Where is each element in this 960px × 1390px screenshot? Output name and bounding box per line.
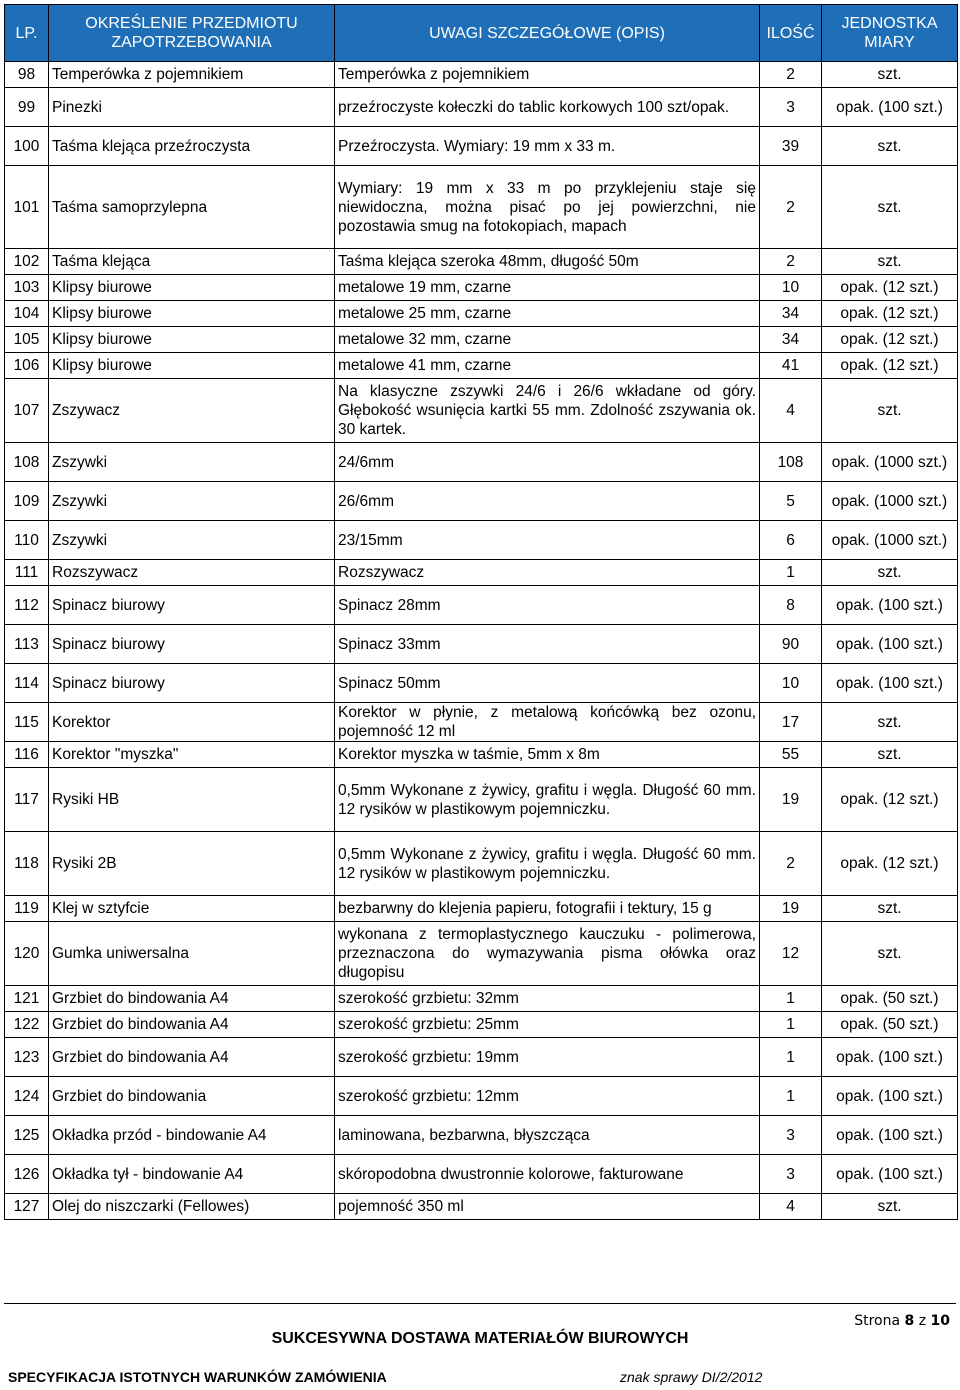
- header-lp: LP.: [5, 5, 49, 62]
- row-unit: opak. (12 szt.): [822, 768, 958, 832]
- row-lp: 105: [5, 327, 49, 353]
- table-row: [5, 742, 958, 768]
- row-unit: opak. (100 szt.): [822, 586, 958, 625]
- header-details: UWAGI SZCZEGÓŁOWE (OPIS): [335, 5, 760, 62]
- table-row: [5, 275, 958, 301]
- specification-table: [4, 4, 958, 1220]
- row-lp: 123: [5, 1038, 49, 1077]
- table-row: [5, 703, 958, 742]
- row-description: szerokość grzbietu: 19mm: [335, 1038, 760, 1077]
- page-label: Strona: [854, 1313, 901, 1329]
- row-lp: 107: [5, 379, 49, 443]
- row-name: Korektor "myszka": [49, 742, 335, 768]
- row-lp: 104: [5, 301, 49, 327]
- table-row: [5, 1077, 958, 1116]
- table-row: [5, 768, 958, 832]
- row-description: Spinacz 33mm: [335, 625, 760, 664]
- header-unit: JEDNOSTKA MIARY: [822, 5, 958, 62]
- row-name: Spinacz biurowy: [49, 664, 335, 703]
- row-lp: 102: [5, 249, 49, 275]
- row-name: Spinacz biurowy: [49, 586, 335, 625]
- row-quantity: 19: [760, 896, 822, 922]
- row-unit: szt.: [822, 560, 958, 586]
- row-unit: szt.: [822, 166, 958, 249]
- row-lp: 121: [5, 986, 49, 1012]
- table-row: [5, 1155, 958, 1194]
- table-row: [5, 560, 958, 586]
- row-unit: opak. (50 szt.): [822, 986, 958, 1012]
- row-name: Klej w sztyfcie: [49, 896, 335, 922]
- row-lp: 125: [5, 1116, 49, 1155]
- row-quantity: 5: [760, 482, 822, 521]
- page-current: 8: [904, 1313, 915, 1329]
- row-name: Zszywki: [49, 482, 335, 521]
- table-row: [5, 249, 958, 275]
- row-name: Grzbiet do bindowania A4: [49, 986, 335, 1012]
- row-name: Zszywki: [49, 521, 335, 560]
- footer-case-number: znak sprawy DI/2/2012: [620, 1369, 763, 1385]
- table-row: [5, 379, 958, 443]
- row-lp: 101: [5, 166, 49, 249]
- row-description: Spinacz 50mm: [335, 664, 760, 703]
- row-name: Zszywacz: [49, 379, 335, 443]
- row-description: Rozszywacz: [335, 560, 760, 586]
- row-unit: szt.: [822, 922, 958, 986]
- footer-title: SUKCESYWNA DOSTAWA MATERIAŁÓW BIUROWYCH: [271, 1330, 689, 1347]
- row-description: szerokość grzbietu: 32mm: [335, 986, 760, 1012]
- row-lp: 103: [5, 275, 49, 301]
- row-name: Zszywki: [49, 443, 335, 482]
- row-description: metalowe 32 mm, czarne: [335, 327, 760, 353]
- row-lp: 115: [5, 703, 49, 742]
- table-row: [5, 1116, 958, 1155]
- row-lp: 127: [5, 1194, 49, 1220]
- row-unit: opak. (12 szt.): [822, 353, 958, 379]
- header-subject: OKREŚLENIE PRZEDMIOTU ZAPOTRZEBOWANIA: [49, 5, 335, 62]
- row-quantity: 2: [760, 62, 822, 88]
- row-quantity: 10: [760, 664, 822, 703]
- row-lp: 100: [5, 127, 49, 166]
- row-quantity: 10: [760, 275, 822, 301]
- row-lp: 122: [5, 1012, 49, 1038]
- row-unit: opak. (12 szt.): [822, 275, 958, 301]
- row-name: Taśma klejąca przeźroczysta: [49, 127, 335, 166]
- table-row: [5, 1194, 958, 1220]
- table-row: [5, 521, 958, 560]
- row-description: Temperówka z pojemnikiem: [335, 62, 760, 88]
- row-quantity: 8: [760, 586, 822, 625]
- row-unit: szt.: [822, 1194, 958, 1220]
- row-name: Rysiki HB: [49, 768, 335, 832]
- row-name: Gumka uniwersalna: [49, 922, 335, 986]
- row-unit: opak. (1000 szt.): [822, 443, 958, 482]
- row-quantity: 2: [760, 832, 822, 896]
- row-unit: opak. (12 szt.): [822, 832, 958, 896]
- row-quantity: 2: [760, 249, 822, 275]
- row-lp: 109: [5, 482, 49, 521]
- row-name: Klipsy biurowe: [49, 353, 335, 379]
- row-description: bezbarwny do klejenia papieru, fotografii i tektury, 15 g: [335, 896, 760, 922]
- row-description: Korektor w płynie, z metalową końcówką bez ozonu, pojemność 12 ml: [335, 703, 760, 742]
- row-name: Grzbiet do bindowania: [49, 1077, 335, 1116]
- row-unit: opak. (1000 szt.): [822, 521, 958, 560]
- row-quantity: 3: [760, 1155, 822, 1194]
- row-quantity: 1: [760, 986, 822, 1012]
- row-quantity: 3: [760, 88, 822, 127]
- table-row: [5, 166, 958, 249]
- table-row: [5, 127, 958, 166]
- table-row: [5, 301, 958, 327]
- row-description: szerokość grzbietu: 12mm: [335, 1077, 760, 1116]
- row-name: Pinezki: [49, 88, 335, 127]
- row-quantity: 4: [760, 379, 822, 443]
- row-lp: 98: [5, 62, 49, 88]
- table-row: [5, 586, 958, 625]
- header-qty: ILOŚĆ: [760, 5, 822, 62]
- row-lp: 118: [5, 832, 49, 896]
- row-quantity: 2: [760, 166, 822, 249]
- row-lp: 124: [5, 1077, 49, 1116]
- row-quantity: 41: [760, 353, 822, 379]
- row-name: Korektor: [49, 703, 335, 742]
- row-lp: 113: [5, 625, 49, 664]
- row-unit: szt.: [822, 896, 958, 922]
- row-lp: 99: [5, 88, 49, 127]
- row-name: Klipsy biurowe: [49, 275, 335, 301]
- page-of: z: [918, 1313, 927, 1329]
- table-row: [5, 62, 958, 88]
- row-quantity: 90: [760, 625, 822, 664]
- row-unit: opak. (100 szt.): [822, 88, 958, 127]
- row-name: Taśma samoprzylepna: [49, 166, 335, 249]
- row-unit: opak. (100 szt.): [822, 625, 958, 664]
- row-unit: opak. (1000 szt.): [822, 482, 958, 521]
- table-row: [5, 443, 958, 482]
- footer-divider: [4, 1303, 956, 1304]
- row-description: wykonana z termoplastycznego kauczuku - polimerowa, przeznaczona do wymazywania pisma ołówka oraz długopisu: [335, 922, 760, 986]
- row-name: Klipsy biurowe: [49, 327, 335, 353]
- row-lp: 120: [5, 922, 49, 986]
- row-unit: opak. (100 szt.): [822, 1038, 958, 1077]
- row-quantity: 3: [760, 1116, 822, 1155]
- table-row: [5, 88, 958, 127]
- row-description: Wymiary: 19 mm x 33 m po przyklejeniu staje się niewidoczna, można pisać po jej powierzchni, nie pozostawia smug na fotokopiach, mapach: [335, 166, 760, 249]
- row-name: Klipsy biurowe: [49, 301, 335, 327]
- row-unit: opak. (100 szt.): [822, 1155, 958, 1194]
- page-total: 10: [930, 1313, 950, 1329]
- table-row: [5, 922, 958, 986]
- row-description: szerokość grzbietu: 25mm: [335, 1012, 760, 1038]
- row-lp: 126: [5, 1155, 49, 1194]
- row-description: pojemność 350 ml: [335, 1194, 760, 1220]
- row-description: Spinacz 28mm: [335, 586, 760, 625]
- table-row: [5, 482, 958, 521]
- page-number: [854, 1313, 950, 1329]
- table-body: [5, 62, 958, 1220]
- row-unit: opak. (100 szt.): [822, 1116, 958, 1155]
- row-description: 24/6mm: [335, 443, 760, 482]
- table-row: [5, 1038, 958, 1077]
- table-row: [5, 896, 958, 922]
- row-name: Okładka tył - bindowanie A4: [49, 1155, 335, 1194]
- row-name: Taśma klejąca: [49, 249, 335, 275]
- table-row: [5, 1012, 958, 1038]
- row-quantity: 1: [760, 1077, 822, 1116]
- row-name: Rysiki 2B: [49, 832, 335, 896]
- row-lp: 110: [5, 521, 49, 560]
- table-row: [5, 832, 958, 896]
- row-unit: szt.: [822, 379, 958, 443]
- row-quantity: 108: [760, 443, 822, 482]
- footer-spec: SPECYFIKACJA ISTOTNYCH WARUNKÓW ZAMÓWIENIA: [8, 1369, 387, 1385]
- row-lp: 108: [5, 443, 49, 482]
- row-unit: opak. (100 szt.): [822, 1077, 958, 1116]
- table-row: [5, 664, 958, 703]
- row-lp: 117: [5, 768, 49, 832]
- row-description: laminowana, bezbarwna, błyszcząca: [335, 1116, 760, 1155]
- row-unit: szt.: [822, 127, 958, 166]
- table-row: [5, 986, 958, 1012]
- row-quantity: 17: [760, 703, 822, 742]
- row-description: przeźroczyste kołeczki do tablic korkowych 100 szt/opak.: [335, 88, 760, 127]
- row-name: Grzbiet do bindowania A4: [49, 1038, 335, 1077]
- row-description: 0,5mm Wykonane z żywicy, grafitu i węgla. Długość 60 mm. 12 rysików w plastikowym pojemniczku.: [335, 832, 760, 896]
- row-description: Na klasyczne zszywki 24/6 i 26/6 wkładane od góry. Głębokość wsunięcia kartki 55 mm. Zdolność zszywania ok. 30 kartek.: [335, 379, 760, 443]
- row-lp: 112: [5, 586, 49, 625]
- row-quantity: 1: [760, 1012, 822, 1038]
- row-quantity: 34: [760, 301, 822, 327]
- row-lp: 114: [5, 664, 49, 703]
- row-lp: 106: [5, 353, 49, 379]
- row-description: 0,5mm Wykonane z żywicy, grafitu i węgla. Długość 60 mm. 12 rysików w plastikowym pojemniczku.: [335, 768, 760, 832]
- row-lp: 111: [5, 560, 49, 586]
- row-name: Okładka przód - bindowanie A4: [49, 1116, 335, 1155]
- row-quantity: 6: [760, 521, 822, 560]
- row-name: Temperówka z pojemnikiem: [49, 62, 335, 88]
- row-description: skóropodobna dwustronnie kolorowe, fakturowane: [335, 1155, 760, 1194]
- row-description: Przeźroczysta. Wymiary: 19 mm x 33 m.: [335, 127, 760, 166]
- row-description: 23/15mm: [335, 521, 760, 560]
- row-description: metalowe 19 mm, czarne: [335, 275, 760, 301]
- row-description: 26/6mm: [335, 482, 760, 521]
- row-lp: 116: [5, 742, 49, 768]
- row-quantity: 12: [760, 922, 822, 986]
- row-name: Olej do niszczarki (Fellowes): [49, 1194, 335, 1220]
- table-header-row: [5, 5, 958, 62]
- row-unit: szt.: [822, 703, 958, 742]
- row-description: Taśma klejąca szeroka 48mm, długość 50m: [335, 249, 760, 275]
- row-unit: opak. (100 szt.): [822, 664, 958, 703]
- row-quantity: 1: [760, 1038, 822, 1077]
- row-unit: szt.: [822, 249, 958, 275]
- row-unit: opak. (12 szt.): [822, 301, 958, 327]
- table-row: [5, 327, 958, 353]
- table-row: [5, 625, 958, 664]
- row-name: Grzbiet do bindowania A4: [49, 1012, 335, 1038]
- row-unit: opak. (50 szt.): [822, 1012, 958, 1038]
- row-unit: szt.: [822, 742, 958, 768]
- row-quantity: 55: [760, 742, 822, 768]
- row-description: Korektor myszka w taśmie, 5mm x 8m: [335, 742, 760, 768]
- row-quantity: 19: [760, 768, 822, 832]
- row-name: Spinacz biurowy: [49, 625, 335, 664]
- row-quantity: 4: [760, 1194, 822, 1220]
- row-description: metalowe 41 mm, czarne: [335, 353, 760, 379]
- row-description: metalowe 25 mm, czarne: [335, 301, 760, 327]
- row-lp: 119: [5, 896, 49, 922]
- row-quantity: 39: [760, 127, 822, 166]
- row-unit: szt.: [822, 62, 958, 88]
- table-row: [5, 353, 958, 379]
- row-quantity: 34: [760, 327, 822, 353]
- row-unit: opak. (12 szt.): [822, 327, 958, 353]
- row-name: Rozszywacz: [49, 560, 335, 586]
- row-quantity: 1: [760, 560, 822, 586]
